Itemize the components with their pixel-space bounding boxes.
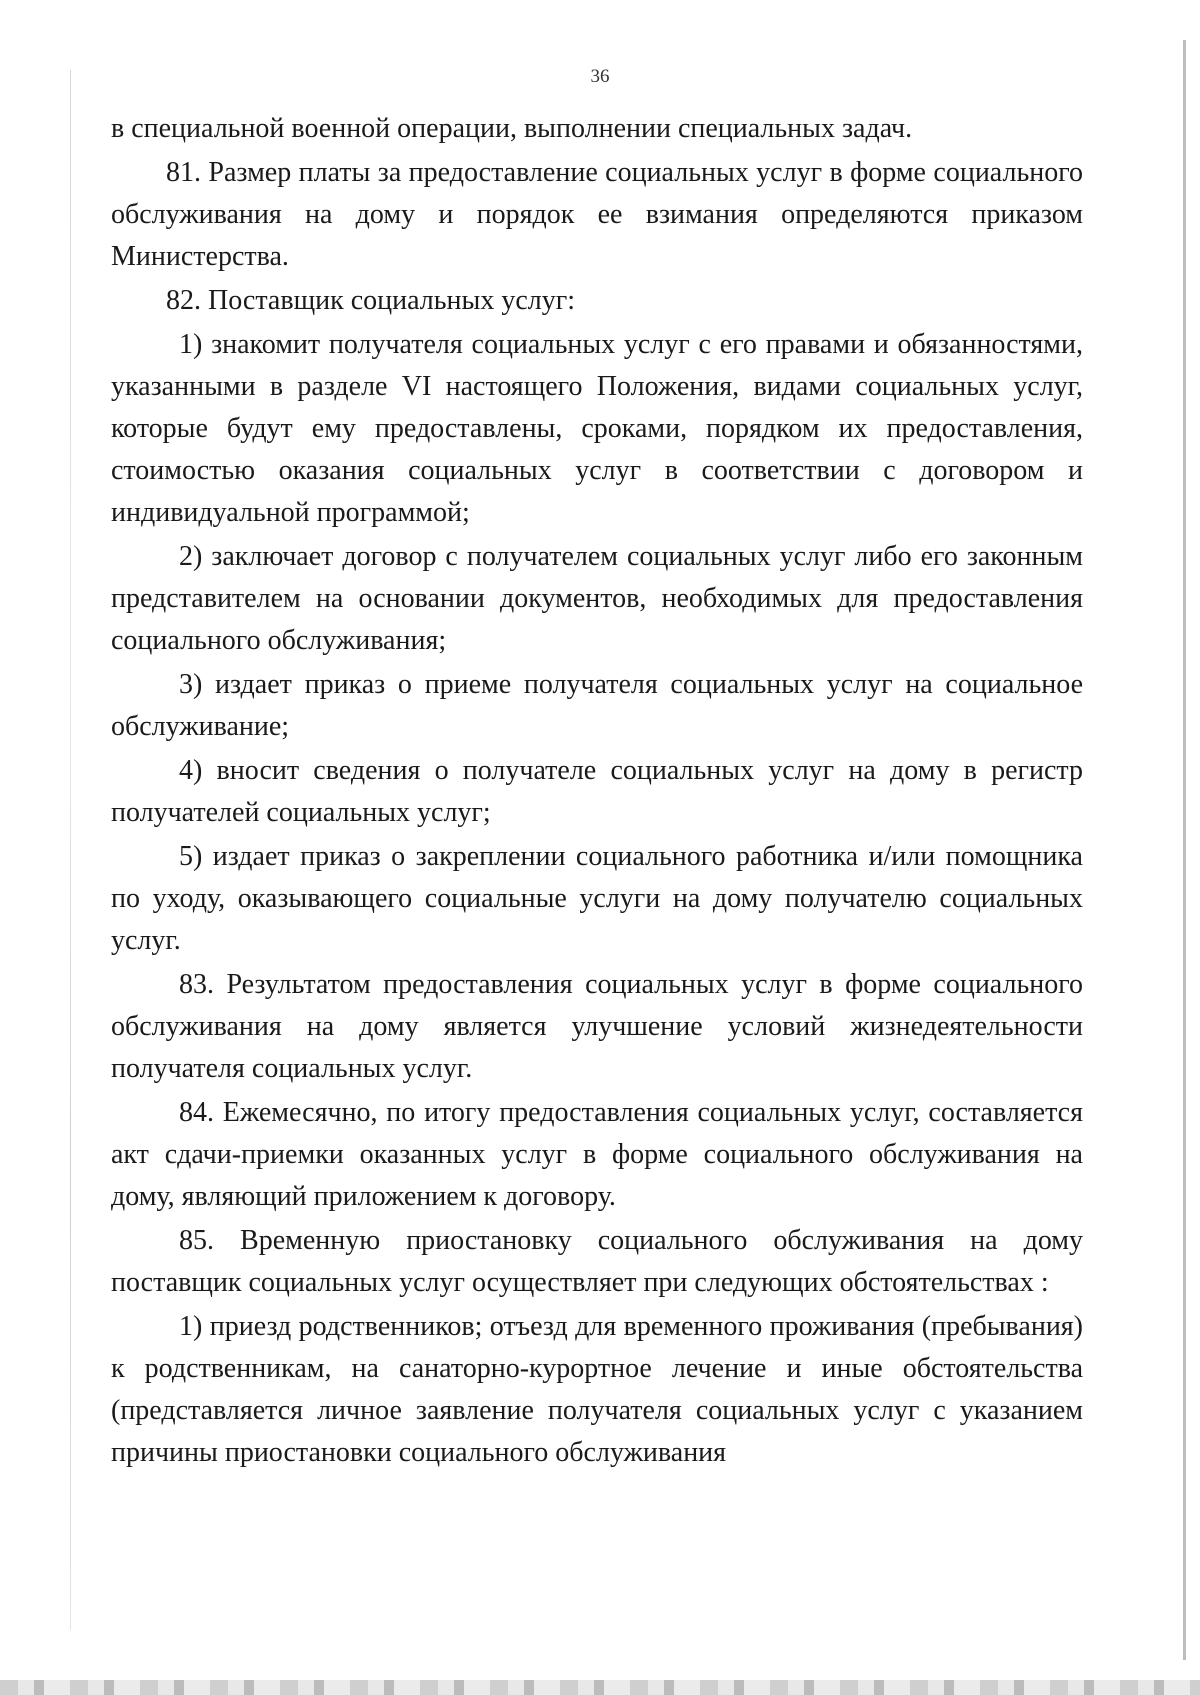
list-item-82-3: 3) издает приказ о приеме получателя социальных услуг на социальное обслуживание; [111,669,1083,742]
paragraph-82: 82. Поставщик социальных услуг: [166,285,575,316]
scan-edge-right [1183,40,1186,1660]
scan-edge-bottom [0,1680,1200,1695]
list-item-82-2: 2) заключает договор с получателем социальных услуг либо его законным представителем на основании документов, необходимых для предоставления социального обслуживания; [111,541,1083,656]
paragraph-81: 81. Размер платы за предоставление социальных услуг в форме социального обслуживания на дому и порядок ее взимания определяются приказом Министерства. [111,157,1083,272]
list-item-82-1: 1) знакомит получателя социальных услуг с его правами и обязанностями, указанными в разделе VI настоящего Положения, видами социальных услуг, которые будут ему предоставлены, сроками, порядком их предоставления, стоимостью оказания социальных услуг в соответствии с договором и индивидуальной программой; [111,329,1083,528]
paragraph-continuation: в специальной военной операции, выполнении специальных задач. [111,113,913,144]
list-item-82-5: 5) издает приказ о закреплении социального работника и/или помощника по уходу, оказывающего социальные услуги на дому получателю социальных услуг. [111,841,1083,956]
document-body [111,108,1083,1475]
paragraph-85: 85. Временную приостановку социального обслуживания на дому поставщик социальных услуг осуществляет при следующих обстоятельствах : [111,1225,1083,1298]
list-item-82-4: 4) вносит сведения о получателе социальных услуг на дому в регистр получателей социальных услуг; [111,755,1083,828]
paragraph-83: 83. Результатом предоставления социальных услуг в форме социального обслуживания на дому является улучшение условий жизнедеятельности получателя социальных услуг. [111,969,1083,1084]
page-number: 36 [590,66,610,87]
list-item-85-1: 1) приезд родственников; отъезд для временного проживания (пребывания) к родственникам, на санаторно-курортное лечение и иные обстоятельства (представляется личное заявление получателя социальных услуг с указанием причины приостановки социального обслуживания [111,1311,1083,1468]
paragraph-84: 84. Ежемесячно, по итогу предоставления социальных услуг, составляется акт сдачи-приемки оказанных услуг в форме социального обслуживания на дому, являющий приложением к договору. [111,1097,1083,1212]
scan-edge-left [70,70,71,1630]
